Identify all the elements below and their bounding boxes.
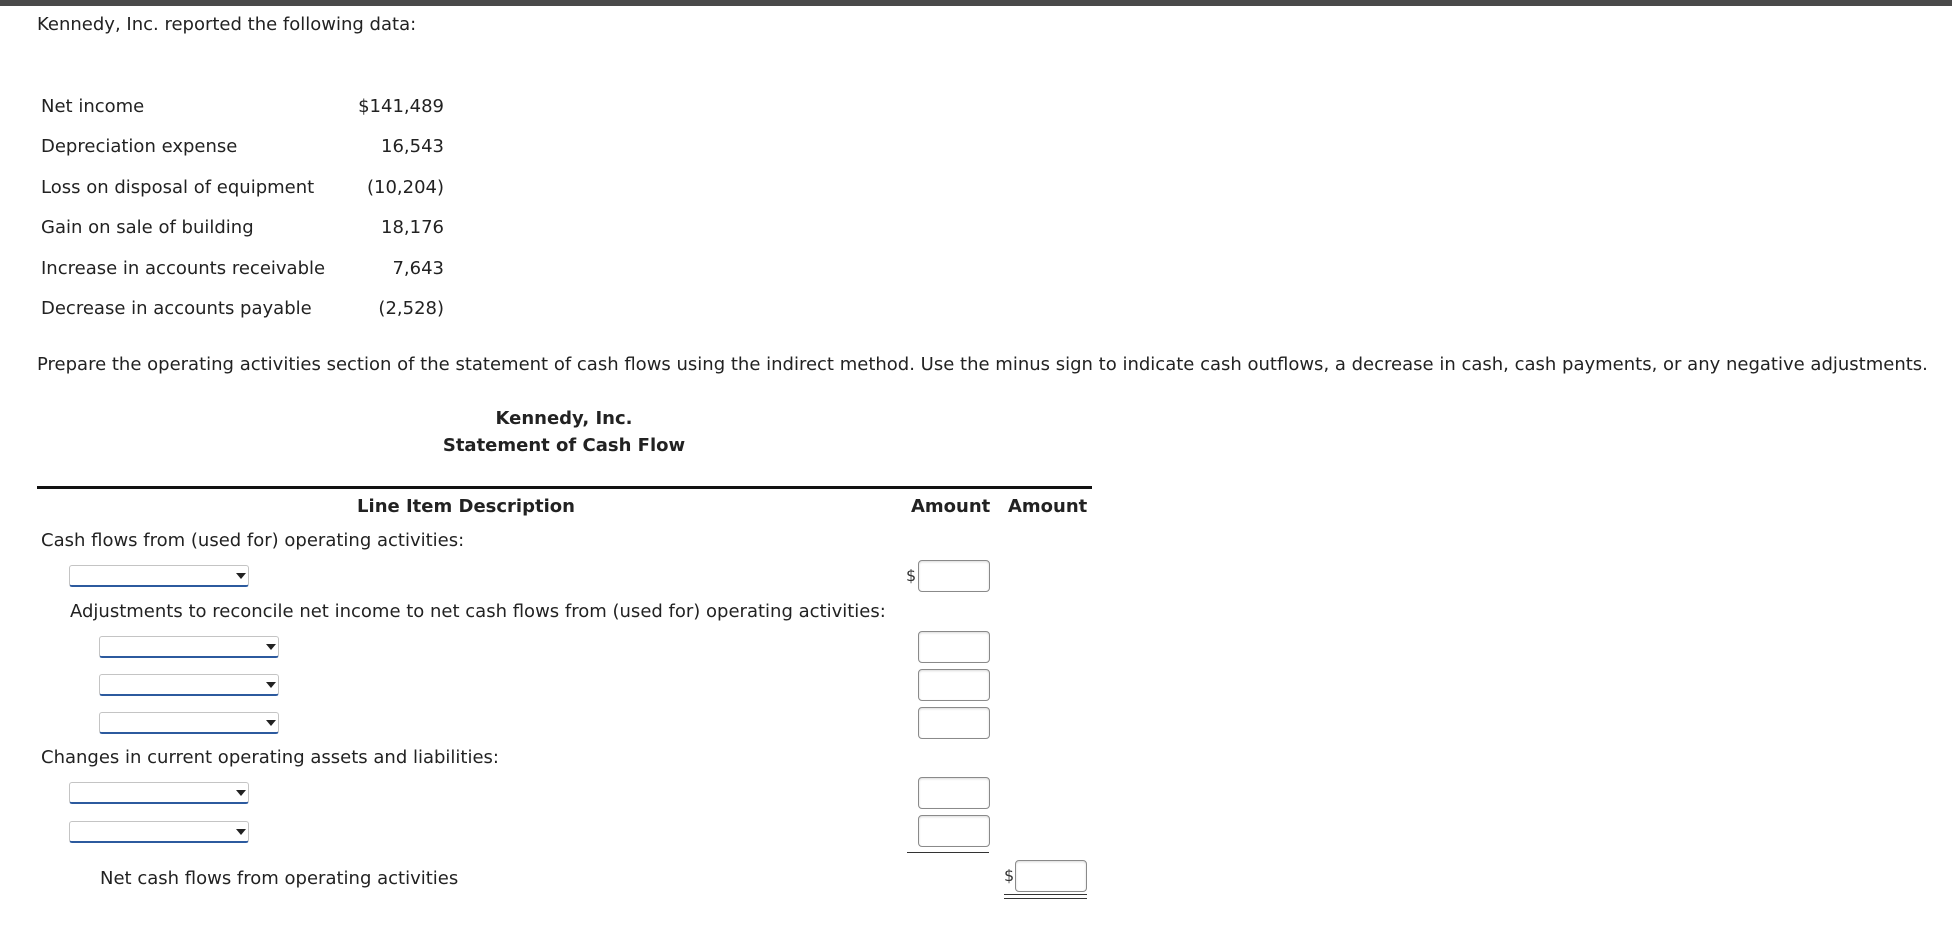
- net-income-amount-input[interactable]: [918, 560, 990, 592]
- data-label: Increase in accounts receivable: [41, 257, 326, 279]
- adjustment-3-amount-input[interactable]: [918, 707, 990, 739]
- chevron-down-icon: [266, 682, 276, 688]
- change-1-amount-input[interactable]: [918, 777, 990, 809]
- operating-activities-label: Cash flows from (used for) operating activities:: [41, 530, 465, 551]
- double-underline-bottom: [1004, 898, 1087, 899]
- data-label: Decrease in accounts payable: [41, 298, 312, 320]
- adjustment-2-amount-input[interactable]: [918, 669, 990, 701]
- adjustment-3-select[interactable]: [99, 712, 279, 734]
- change-2-select[interactable]: [69, 821, 249, 843]
- chevron-down-icon: [266, 644, 276, 650]
- net-cash-flows-label: Net cash flows from operating activities: [100, 868, 459, 889]
- data-label: Depreciation expense: [41, 136, 238, 158]
- data-row: [41, 208, 444, 249]
- dollar-sign: $: [1004, 866, 1015, 885]
- adjustment-1-select[interactable]: [99, 636, 279, 658]
- chevron-down-icon: [236, 573, 246, 579]
- double-underline-top: [1004, 894, 1087, 895]
- chevron-down-icon: [236, 829, 246, 835]
- statement-title: Statement of Cash Flow: [442, 435, 686, 456]
- data-value: (10,204): [366, 176, 444, 198]
- header-rule: [37, 486, 1092, 489]
- data-value: (2,528): [378, 298, 444, 320]
- data-value: 16,543: [381, 136, 444, 158]
- data-label: Loss on disposal of equipment: [41, 176, 315, 198]
- subtotal-underline: [907, 852, 989, 853]
- changes-label: Changes in current operating assets and liabilities:: [41, 747, 499, 768]
- data-value: 18,176: [381, 217, 444, 239]
- chevron-down-icon: [236, 790, 246, 796]
- data-value: $141,489: [358, 95, 444, 117]
- data-label: Net income: [41, 95, 145, 117]
- header-description: Line Item Description: [357, 496, 575, 517]
- data-label: Gain on sale of building: [41, 217, 254, 239]
- header-amount-2: Amount: [1008, 496, 1088, 517]
- header-amount-1: Amount: [911, 496, 991, 517]
- top-bar: [0, 0, 1952, 6]
- adjustment-1-amount-input[interactable]: [918, 631, 990, 663]
- data-row: [41, 86, 444, 127]
- dollar-sign: $: [906, 566, 917, 585]
- net-income-line-select[interactable]: [69, 565, 249, 587]
- instruction-text: Prepare the operating activities section of the statement of cash flows using the indirect method. Use the minus sign to indicate cash outflows, a decrease in cash, cash payments, or any negative adjustments.: [37, 354, 1928, 375]
- data-row: [41, 127, 444, 168]
- change-2-amount-input[interactable]: [918, 815, 990, 847]
- given-data-table: [41, 86, 444, 329]
- data-row: [41, 289, 444, 330]
- chevron-down-icon: [266, 720, 276, 726]
- intro-text: Kennedy, Inc. reported the following data:: [37, 14, 417, 35]
- company-name: Kennedy, Inc.: [495, 408, 633, 429]
- data-value: 7,643: [392, 257, 444, 279]
- adjustments-label: Adjustments to reconcile net income to net cash flows from (used for) operating activities:: [70, 601, 886, 622]
- change-1-select[interactable]: [69, 782, 249, 804]
- adjustment-2-select[interactable]: [99, 674, 279, 696]
- net-cash-flows-amount-input[interactable]: [1015, 860, 1087, 892]
- data-row: [41, 167, 444, 208]
- data-row: [41, 248, 444, 289]
